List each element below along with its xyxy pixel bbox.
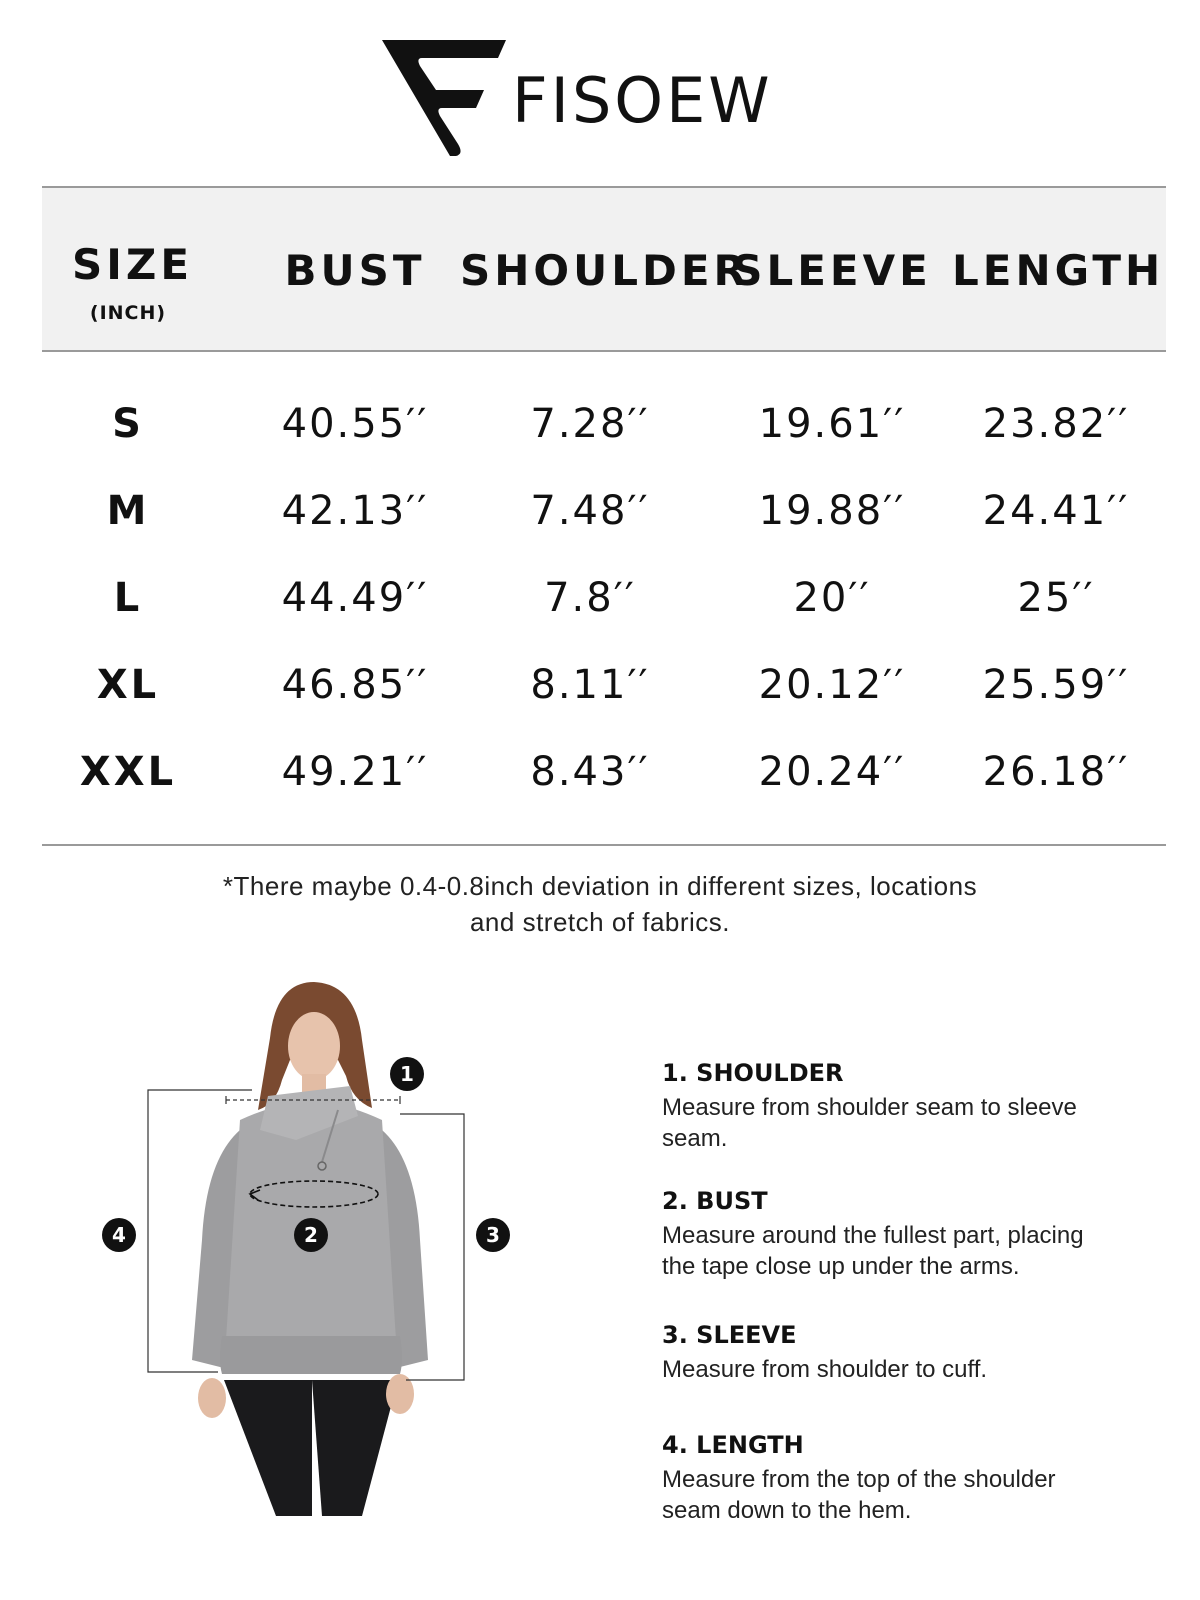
badge-4: 4 — [102, 1218, 136, 1252]
cell-size: XXL — [79, 749, 177, 795]
cell-length: 26.18′′ — [982, 749, 1130, 795]
cell-length: 24.41′′ — [982, 488, 1130, 534]
table-header — [42, 186, 1166, 352]
header-sleeve: SLEEVE — [732, 246, 932, 295]
badge-1: 1 — [390, 1057, 424, 1091]
cell-length: 23.82′′ — [982, 401, 1130, 447]
header-bust: BUST — [284, 246, 426, 295]
size-chart-table — [42, 186, 1166, 846]
cell-bust: 44.49′′ — [281, 575, 429, 621]
brand-logo — [380, 36, 800, 160]
instruction-title: 1. SHOULDER — [662, 1059, 844, 1087]
header-size: SIZE — [72, 240, 194, 289]
model-illustration — [100, 980, 540, 1540]
cell-shoulder: 7.8′′ — [544, 575, 636, 621]
cell-shoulder: 7.48′′ — [530, 488, 650, 534]
note-line-1: *There maybe 0.4-0.8inch deviation in different sizes, locations — [222, 871, 978, 901]
cell-sleeve: 20′′ — [793, 575, 871, 621]
table-row — [42, 481, 1166, 541]
cell-bust: 40.55′′ — [281, 401, 429, 447]
instruction-title: 4. LENGTH — [662, 1431, 804, 1459]
table-row — [42, 742, 1166, 802]
instruction-line: seam down to the hem. — [662, 1497, 912, 1524]
instruction-length — [662, 1430, 1162, 1526]
instruction-line: Measure around the fullest part, placing — [662, 1222, 1084, 1249]
instruction-line: Measure from the top of the shoulder — [662, 1466, 1056, 1493]
cell-size: M — [106, 488, 150, 534]
cell-bust: 42.13′′ — [281, 488, 429, 534]
cell-shoulder: 7.28′′ — [530, 401, 650, 447]
cell-length: 25′′ — [1017, 575, 1095, 621]
table-body — [42, 352, 1166, 846]
deviation-note — [150, 868, 1050, 940]
instruction-line: the tape close up under the arms. — [662, 1253, 1020, 1280]
cell-size: S — [112, 401, 144, 447]
measurement-figure — [100, 980, 540, 1540]
cell-sleeve: 19.88′′ — [758, 488, 906, 534]
instruction-text — [662, 1464, 1162, 1526]
instruction-line: Measure from shoulder to cuff. — [662, 1356, 988, 1383]
header-shoulder: SHOULDER — [460, 246, 750, 295]
brand-name: FISOEW — [512, 64, 773, 137]
header-length: LENGTH — [952, 246, 1165, 295]
note-line-2: and stretch of fabrics. — [469, 907, 731, 937]
instruction-line: Measure from shoulder seam to sleeve — [662, 1094, 1077, 1121]
badge-2: 2 — [294, 1218, 328, 1252]
cell-shoulder: 8.43′′ — [530, 749, 650, 795]
instruction-bust — [662, 1186, 1162, 1282]
table-row — [42, 568, 1166, 628]
cell-bust: 46.85′′ — [281, 662, 429, 708]
instruction-sleeve — [662, 1320, 1162, 1385]
brand-logo-mark — [380, 36, 508, 160]
table-row — [42, 394, 1166, 454]
table-row — [42, 655, 1166, 715]
cell-sleeve: 20.12′′ — [758, 662, 906, 708]
instruction-title: 2. BUST — [662, 1187, 768, 1215]
instruction-line: seam. — [662, 1125, 728, 1152]
cell-bust: 49.21′′ — [281, 749, 429, 795]
instruction-text — [662, 1354, 1162, 1385]
instruction-text — [662, 1220, 1162, 1282]
cell-shoulder: 8.11′′ — [530, 662, 650, 708]
cell-size: XL — [96, 662, 160, 708]
instruction-shoulder — [662, 1058, 1162, 1154]
cell-sleeve: 19.61′′ — [758, 401, 906, 447]
badge-3: 3 — [476, 1218, 510, 1252]
instruction-title: 3. SLEEVE — [662, 1321, 797, 1349]
cell-size: L — [113, 575, 143, 621]
cell-length: 25.59′′ — [982, 662, 1130, 708]
header-unit: (INCH) — [89, 302, 167, 324]
cell-sleeve: 20.24′′ — [758, 749, 906, 795]
instruction-text — [662, 1092, 1162, 1154]
